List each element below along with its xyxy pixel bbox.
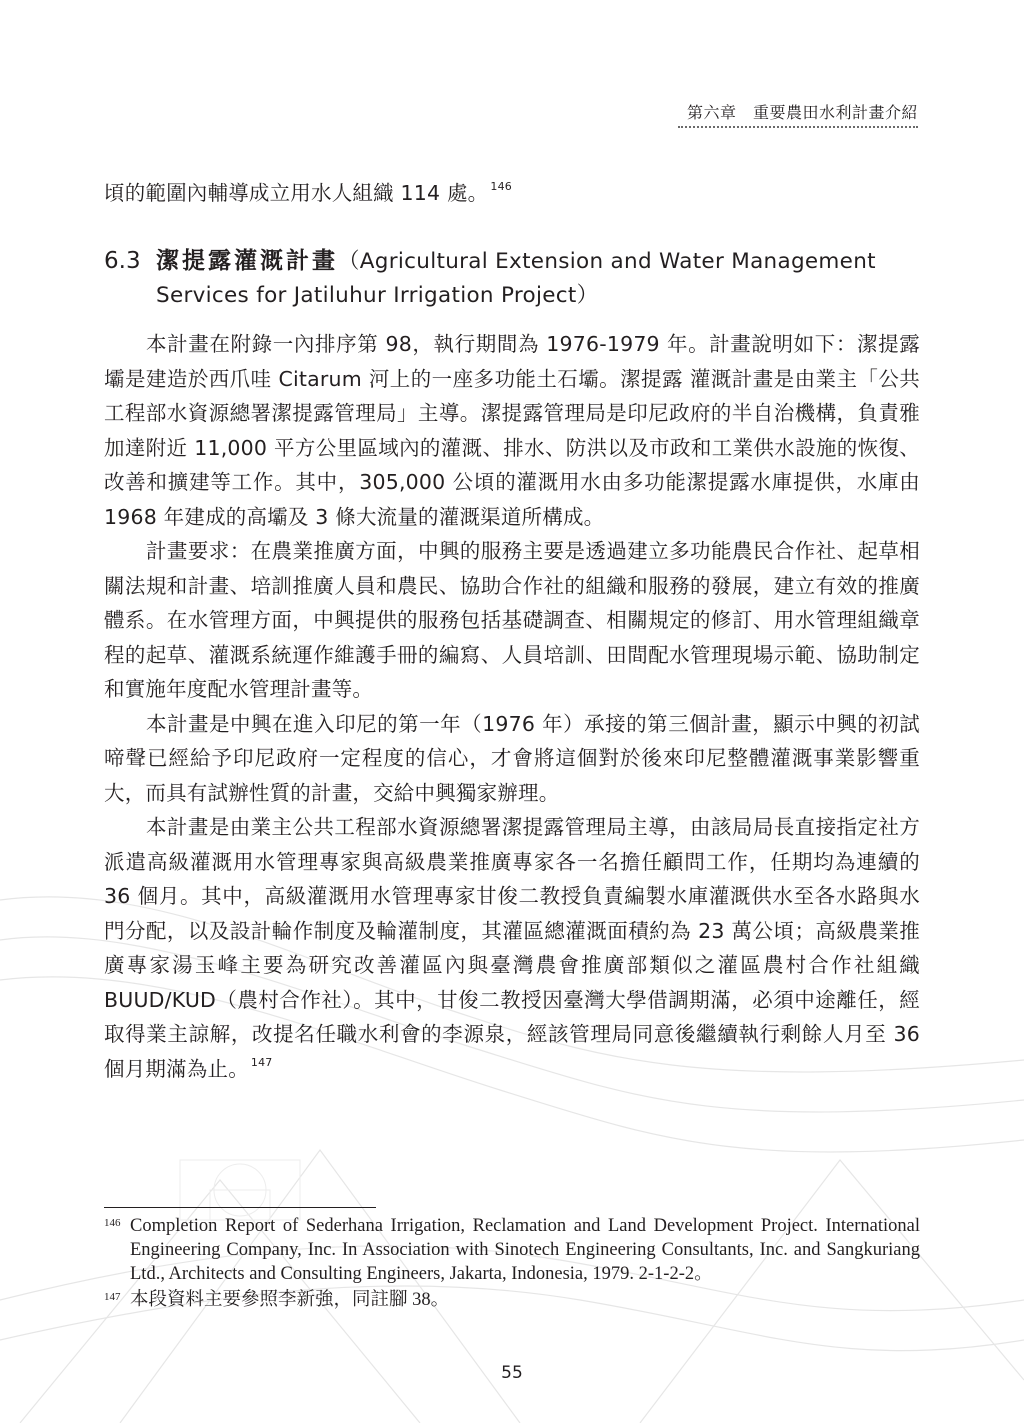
footnote-text: 本段資料主要參照李新強，同註腳 38。 [130, 1290, 450, 1310]
footnote [104, 1214, 920, 1286]
running-head: 第六章 重要農田水利計畫介紹 [686, 103, 918, 122]
paragraph: 本計畫是中興在進入印尼的第一年（1976 年）承接的第三個計畫，顯示中興的初試啼聲已經給予印尼政府一定程度的信心，才會將這個對於後來印尼整體灌溉事業影響重大，而具有試辦性質的計畫，交給中興獨家辦理。 [104, 711, 920, 805]
footnote-ref-147[interactable]: 147 [250, 1055, 273, 1069]
carryover-text: 頃的範圍內輔導成立用水人組織 114 處。 [104, 181, 489, 205]
section-number: 6.3 [104, 248, 141, 274]
footnote [104, 1288, 920, 1312]
paragraph: 本計畫在附錄一內排序第 98，執行期間為 1976-1979 年。計畫說明如下：潔提露壩是建造於西爪哇 Citarum 河上的一座多功能土石壩。潔提露 灌溉計畫是由業主「公共工程部水資源總署潔提露管理局」主導。潔提露管理局是印尼政府的半自治機構，負責雅加達附近 11,000 平方公里區域內的灌溉、排水、防洪以及市政和工業供水設施的恢復、改善和擴建等工作。其中，305,000 公頃的灌溉用水由多功能潔提露水庫提供，水庫由 1968 年建成的高壩及 3 條大流量的灌溉渠道所構成。 [104, 332, 920, 529]
section-title-zh: 潔提露灌溉計畫 [156, 248, 338, 274]
page-number: 55 [501, 1363, 523, 1383]
paragraph-text: 本計畫是由業主公共工程部水資源總署潔提露管理局主導，由該局局長直接指定社方派遣高級灌溉用水管理專家與高級農業推廣專家各一名擔任顧問工作，任期均為連續的 36 個月。其中，高級灌溉用水管理專家甘俊二教授負責編製水庫灌溉供水至各水路與水門分配，以及設計輪作制度及輪灌制度，其灌區總灌溉面積約為 23 萬公頃；高級農業推廣專家湯玉峰主要為研究改善灌區內與臺灣農會推廣部類似之灌區農村合作社組織 BUUD/KUD（農村合作社）。其中，甘俊二教授因臺灣大學借調期滿，必須中途離任，經取得業主諒解，改提名任職水利會的李源泉，經該管理局同意後繼續執行剩餘人月至 36 個月期滿為止。 [104, 815, 920, 1081]
section-heading [104, 244, 920, 313]
footnotes [104, 1214, 920, 1314]
carryover-line [104, 176, 920, 215]
paragraph-last [104, 810, 920, 1090]
footnote-mark: 146 [104, 1217, 121, 1229]
footnote-text: Completion Report of Sederhana Irrigation, Reclamation and Land Development Project. International Engineering Company, Inc. In Association with Sinotech Engineering Consultants, Inc. and Sangkuriang Ltd., Architects and Consulting Engineers, Jakarta, Indonesia, 1979. 2-1-2-2。 [130, 1216, 920, 1284]
section-title-en-part1: （Agricultural Extension and Water Management [338, 249, 876, 274]
footnote-mark: 147 [104, 1291, 121, 1303]
footnote-rule [104, 1207, 376, 1208]
body-text [104, 327, 920, 1090]
paragraph: 計畫要求：在農業推廣方面，中興的服務主要是透過建立多功能農民合作社、起草相關法規和計畫、培訓推廣人員和農民、協助合作社的組織和服務的發展，建立有效的推廣體系。在水管理方面，中興提供的服務包括基礎調查、相關規定的修訂、用水管理組織章程的起草、灌溉系統運作維護手冊的編寫、人員培訓、田間配水管理現場示範、協助制定和實施年度配水管理計畫等。 [104, 539, 920, 701]
section-heading-line1 [104, 244, 920, 279]
footnote-ref-146[interactable]: 146 [490, 180, 512, 193]
running-head-rule [678, 126, 918, 128]
section-title-en-part2: Services for Jatiluhur Irrigation Project） [156, 283, 599, 308]
